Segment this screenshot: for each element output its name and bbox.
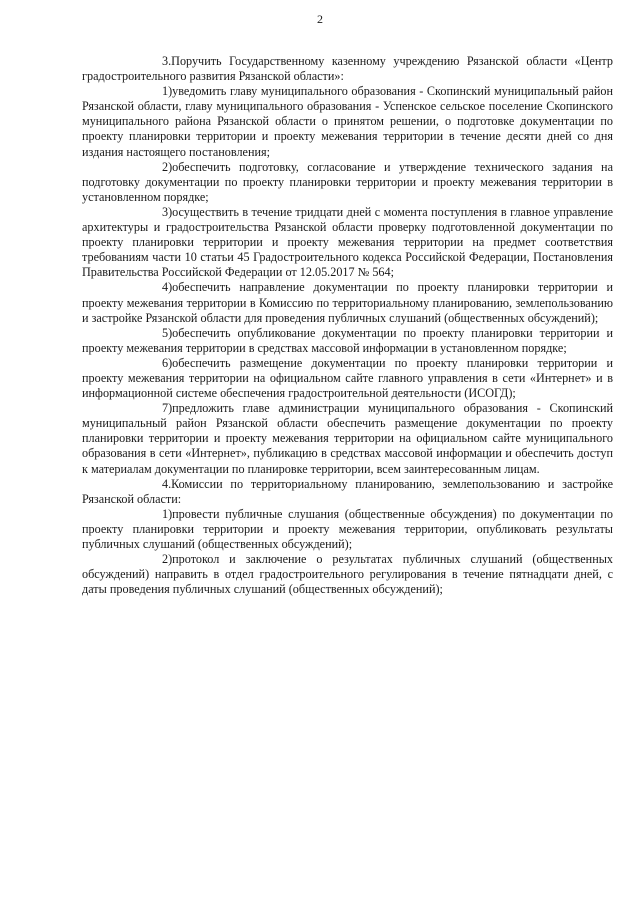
- item-number: 6): [162, 355, 173, 370]
- page-number: 2: [317, 12, 323, 26]
- subitem-3-5: [82, 326, 613, 356]
- item-number: 2): [162, 552, 173, 567]
- item-number: 3.: [162, 54, 172, 68]
- item-number: 7): [162, 401, 173, 416]
- paragraph-text: протокол и заключение о результатах публичных слушаний (общественных обсуждений) направить в отдел градостроительного регулирования в течение пятнадцати дней, с даты проведения публичных слушаний (общественных обсуждений);: [82, 552, 613, 597]
- item-number: 5): [162, 325, 173, 340]
- item-number: 1): [162, 506, 173, 521]
- subitem-3-2: [82, 160, 613, 205]
- subitem-3-4: [82, 280, 613, 325]
- subitem-4-1: [82, 507, 613, 552]
- subitem-3-6: [82, 356, 613, 401]
- subitem-3-1: [82, 84, 613, 159]
- subitem-3-7: [82, 401, 613, 476]
- subitem-4-2: [82, 552, 613, 597]
- paragraph-text: обеспечить размещение документации по проекту планировки территории и проекту межевания территории на официальном сайте главного управления в сети «Интернет» и в информационной системе обеспечения градостроительной деятельности (ИСОГД);: [82, 355, 613, 401]
- paragraph-text: обеспечить опубликование документации по проекту планировки территории и проекту межевания территории в средствах массовой информации в установленном порядке;: [82, 325, 613, 355]
- item-number: 2): [162, 159, 173, 174]
- item-number: 1): [162, 84, 173, 99]
- item-number: 4.: [162, 476, 172, 491]
- paragraph-text: Поручить Государственному казенному учреждению Рязанской области «Центр градостроительного развития Рязанской области»:: [82, 54, 613, 84]
- item-number: 3): [162, 204, 173, 219]
- document-body: [82, 54, 613, 597]
- paragraph-item-3: [82, 54, 613, 84]
- paragraph-text: Комиссии по территориальному планированию, землепользованию и застройке Рязанской области:: [82, 476, 613, 506]
- paragraph-text: обеспечить направление документации по проекту планировки территории и проекту межевания территории в Комиссию по территориальному планированию, землепользованию и застройке Рязанской области для проведения публичных слушаний (общественных обсуждений);: [82, 280, 613, 325]
- paragraph-text: уведомить главу муниципального образования - Скопинский муниципальный район Рязанской области, главу муниципального образования - Успенское сельское поселение Скопинского муниципального района Рязанской области о принятом решении, о подготовке документации по проекту планировки территории и проекту межевания территории в течение десяти дней со дня издания настоящего постановления;: [82, 84, 613, 159]
- paragraph-text: провести публичные слушания (общественные обсуждения) по документации по проекту планировки территории и проекту межевания территории, опубликовать результаты публичных слушаний (общественных обсуждений);: [82, 506, 613, 551]
- item-number: 4): [162, 280, 173, 295]
- paragraph-text: осуществить в течение тридцати дней с момента поступления в главное управление архитектуры и градостроительства Рязанской области проверку подготовленной документации по проекту планировки территории и проекту межевания территории на предмет соответствия требованиям части 10 статьи 45 Градостроительного кодекса Российской Федерации, Постановления Правительства Российской Федерации от 12.05.2017 № 564;: [82, 204, 613, 280]
- paragraph-text: обеспечить подготовку, согласование и утверждение технического задания на подготовку документации по проекту планировки территории и проекту межевания территории в установленном порядке;: [82, 159, 613, 204]
- paragraph-item-4: [82, 477, 613, 507]
- paragraph-text: предложить главе администрации муниципального образования - Скопинский муниципальный район Рязанской области обеспечить размещение документации по проекту планировки территории и проекту межевания территории на официальном сайте муниципального образования в сети «Интернет», публикацию в средствах массовой информации и обеспечить доступ к материалам документации по планировке территории, всем заинтересованным лицам.: [82, 401, 613, 476]
- subitem-3-3: [82, 205, 613, 280]
